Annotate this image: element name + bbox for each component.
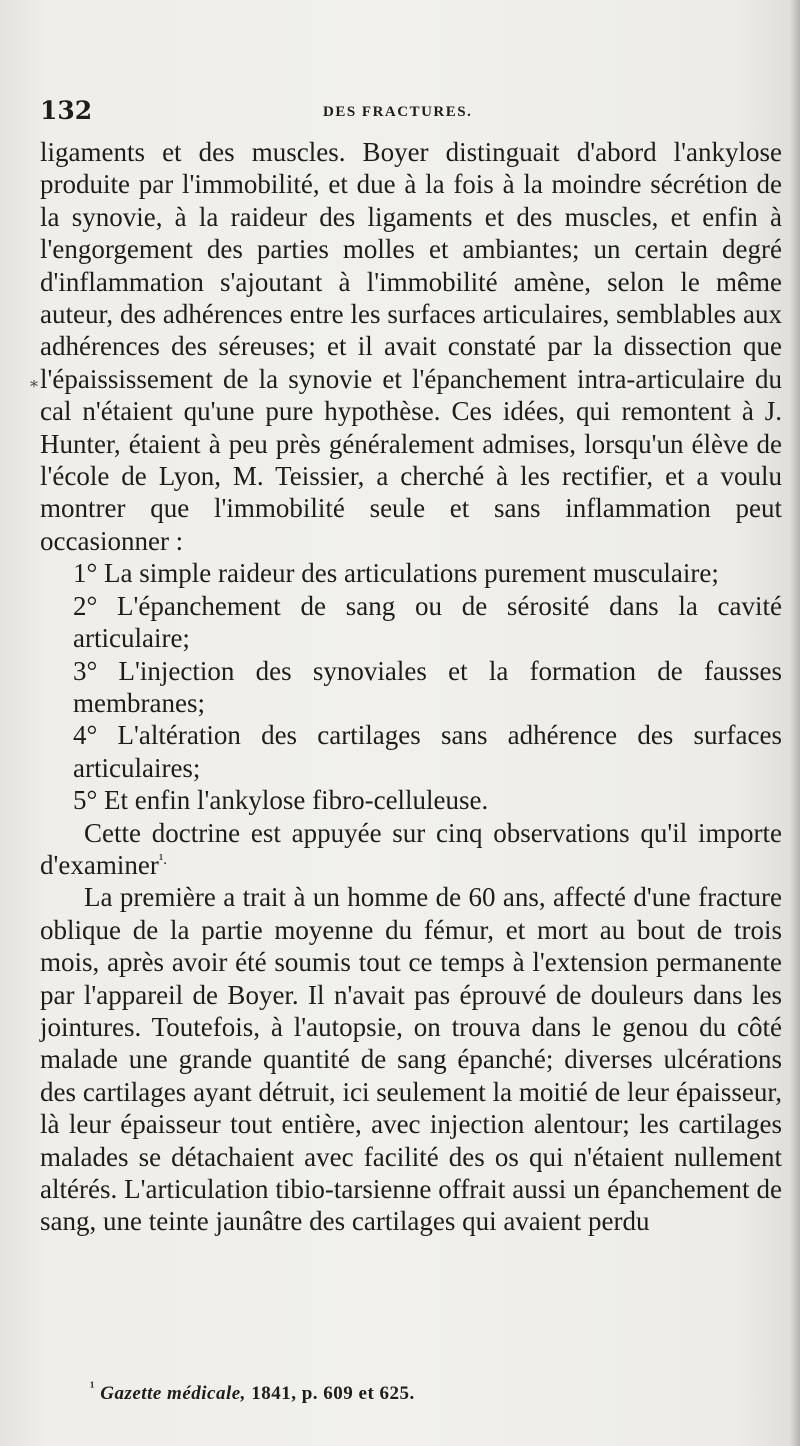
footnote bbox=[90, 1379, 415, 1405]
body-text bbox=[40, 136, 782, 1238]
list-item: 2° L'épanchement de sang ou de sérosité dans la cavité articulaire; bbox=[73, 590, 782, 654]
running-head: DES FRACTURES. bbox=[323, 104, 473, 120]
page-number: 132 bbox=[40, 96, 93, 125]
footnote-reference: ¹. bbox=[158, 851, 168, 868]
footnote-mark: ¹ bbox=[90, 1379, 95, 1396]
list-item: 1° La simple raideur des articulations purement musculaire; bbox=[73, 558, 719, 589]
page-gutter-shadow bbox=[790, 0, 800, 1446]
list-item: 3° L'injection des synoviales et la formation de fausses membranes; bbox=[73, 655, 782, 718]
paragraph: La première a trait à un homme de 60 ans, affecté d'une fracture oblique de la partie moyenne du fémur, et mort au bout de trois mois, après avoir été soumis tout ce temps à l'extension permanente par l'appareil de Boyer. Il n'avait pas éprouvé de douleurs dans les jointures. Toutefois, à l'autopsie, on trouva dans le genou du côté malade une grande quantité de sang épanché; diverses ulcérations des cartilages ayant détruit, ici seulement la moitié de leur épaisseur, là leur épaisseur tout entière, avec injection alentour; les cartilages malades se détachaient avec facilité des os qui n'étaient nullement altérés. L'articulation tibio-tarsienne offrait aussi un épanchement de sang, une teinte jaunâtre des cartilages qui avaient perdu bbox=[40, 882, 782, 1237]
list-item: 4° L'altération des cartilages sans adhérence des surfaces articulaires; bbox=[73, 720, 782, 783]
footnote-reference-text: 1841, p. 609 et 625. bbox=[251, 1383, 415, 1404]
page-header bbox=[40, 96, 780, 130]
paragraph-continued: ligaments et des muscles. Boyer distinguait d'abord l'ankylose produite par l'immobilité, et due à la fois à la moindre sécrétion de la synovie, à la raideur des ligaments et des muscles, et enfin à l'engorgement des parties molles et ambiantes; un certain degré d'inflammation s'ajoutant à l'immobilité amène, selon le même auteur, des adhérences entre les surfaces articulaires, semblables aux adhérences des séreuses; et il avait constaté par la dissection que l'épaississement de la synovie et l'épanchement intra-articulaire du cal n'étaient qu'une pure hypothèse. Ces idées, qui remontent à J. Hunter, étaient à peu près généralement admises, lorsqu'un élève de l'école de Lyon, M. Teissier, a cherché à les rectifier, et a voulu montrer que l'immobilité seule et sans inflammation peut occasionner : bbox=[40, 137, 782, 556]
paragraph bbox=[40, 817, 782, 882]
paragraph-text: Cette doctrine est appuyée sur cinq observations qu'il importe d'examiner bbox=[40, 817, 782, 880]
footnote-source: Gazette médicale, bbox=[100, 1383, 246, 1404]
margin-mark: * bbox=[30, 377, 38, 396]
list-item: 5° Et enfin l'ankylose fibro-celluleuse. bbox=[73, 785, 489, 816]
